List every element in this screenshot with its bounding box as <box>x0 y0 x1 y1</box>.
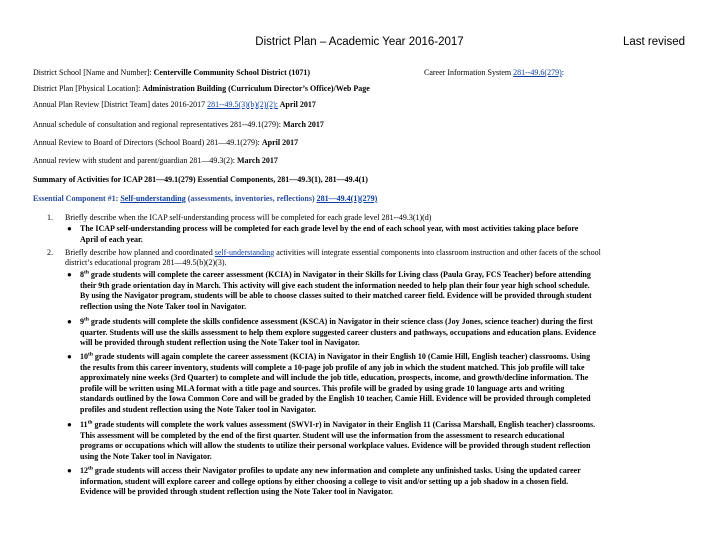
annual-review-board-line <box>33 138 298 148</box>
bullet-line: Evidence will be provided through student reflection using the Note Taker tool in Navigator. <box>80 487 393 496</box>
essential-prefix: Essential Component #1: <box>33 194 121 203</box>
bullet-icon: ● <box>67 420 72 429</box>
bullet-line: using the Note Taker tool in Navigator. <box>80 451 212 461</box>
district-plan-line <box>33 84 370 94</box>
grade-9-bullet: ● 9th grade students will complete the skills confidence assessment (KSCA) in Navigator in their science class (Joy Jones, science teacher) during the first quarter. Students will use the skills assessment to help them explore suggested career clusters and pathways, occupations and education plans. Evidence will be provided through student reflection using the Note Taker tool in Navigator. <box>80 317 680 349</box>
grade-number: 12 <box>80 466 88 475</box>
annual-review-student-line <box>33 156 278 166</box>
bullet-line: reflection using the Note Taker tool in Navigator. <box>80 301 247 311</box>
annual-schedule-value: March 2017 <box>282 120 324 129</box>
bullet-line: profile will be written using MLA format with a title page and sources. This profile will be graded by using grade 10 language arts and writing <box>80 383 565 393</box>
bullet-icon: ● <box>67 352 72 361</box>
bullet-line: April of each year. <box>80 234 143 244</box>
grade-number: 8 <box>80 270 84 279</box>
annual-schedule-line <box>33 120 324 130</box>
annual-plan-link[interactable]: 281--49.5(3)(b)(2)(2): <box>207 100 279 109</box>
bullet-icon: ● <box>67 466 72 475</box>
grade-12-bullet: ● 12th grade students will access their Navigator profiles to update any new information and complete any unfinished tasks. Using the updated career information, student will explore career and college options by either choosing a college to visit and/or setting up a job shadow in a chosen field. Evidence will be provided through student reflection using the Note Taker tool in Navigator. <box>80 466 680 498</box>
career-info-colon: : <box>561 68 564 77</box>
question-1-number: 1. <box>47 213 53 222</box>
district-school-line <box>33 68 310 78</box>
question-2-text: Briefly describe how planned and coordinated self-understanding activities will integrate essential components into classroom instruction and other facets of the school <box>65 248 601 257</box>
bullet-line: profiles and student reflection using the Note Taker tool in Navigator. <box>80 404 316 414</box>
summary-line <box>33 175 368 185</box>
bullet-line: information, student will explore career and college options by either choosing a college to visit and/or setting up a job shadow in a chosen field. <box>80 476 569 486</box>
page-header <box>0 36 719 52</box>
question-1-text: Briefly describe when the ICAP self-understanding process will be completed for each grade level 281--49.3(1)(d) <box>65 213 432 222</box>
question-2-number: 2. <box>47 248 53 257</box>
district-school-value: Centerville Community School District (1071) <box>153 68 311 77</box>
bullet-icon: ● <box>67 317 72 326</box>
bullet-line: the results from this career inventory, students will complete a 10-page job profile of any job in which the student matched. This job profile will take <box>80 362 585 372</box>
bullet-line: The ICAP self-understanding process will be completed for each grade level by the end of each school year, with most activities taking place before <box>80 224 579 233</box>
summary-heading: Summary of Activities for ICAP 281—49.1(279) Essential Components, 281—49.3(1), 281—49.4(1) <box>33 175 368 184</box>
bullet-line: will be provided through student reflection using the Note Taker tool in Navigator. <box>80 338 360 347</box>
annual-review-board-label: Annual Review to Board of Directors (School Board) 281—49.1(279): <box>33 138 262 147</box>
district-plan-label: District Plan [Physical Location]: <box>33 84 143 93</box>
career-info-link[interactable]: 281--49.6(279) <box>513 68 562 77</box>
last-revised-label: Last revised <box>622 36 685 48</box>
bullet-line: standards outlined by the Iowa Common Core and will be graded by the English 10 teacher, Camie Hill. Evidence will be provided through completed <box>80 394 591 403</box>
bullet-line: programs or occupations which will allow the students to utilize their personal workplace values. Evidence will be provided through student reflection <box>80 441 591 450</box>
grade-10-bullet: ● 10th grade students will again complete the career assessment (KCIA) in Navigator in their English 10 (Camie Hill, English teacher) classrooms. Using the results from this career inventory, students will complete a 10-page job profile of any job in which the student matched. This job profile will take approximately nine weeks (3rd Quarter) to complete and will include the job title, education, prospects, income, and growth/decline information. The profile will be written using MLA format with a title page and sources. This profile will be graded by using grade 10 language arts and writing standards outlined by the Iowa Common Core and will be graded by the English 10 teacher, Camie Hill. Evidence will be provided through completed profiles and student reflection using the Note Taker tool in Navigator. <box>80 352 680 415</box>
annual-plan-line <box>33 100 316 110</box>
essential-component-heading <box>33 194 377 204</box>
annual-review-student-value: March 2017 <box>236 156 278 165</box>
document-title: District Plan – Academic Year 2016-2017 <box>255 36 464 48</box>
essential-middle: (assessments, inventories, reflections) <box>185 194 317 203</box>
grade-11-bullet: ● 11th grade students will complete the work values assessment (SWVI-r) in Navigator in their English 11 (Carissa Marshall, English teacher) classrooms. This assessment will be completed by the end of the first quarter. Student will use the information from the assessment to research educational programs or occupations which will allow the students to utilize their personal workplace values. Evidence will be provided through student reflection using the Note Taker tool in Navigator. <box>80 420 680 462</box>
grade-8-bullet: ● 8th grade students will complete the career assessment (KCIA) in Navigator in their Skills for Living class (Paula Gray, FCS Teacher) before attending their 9th grade orientation day in March. This activity will give each student the information needed to help plan their four year high school schedule. By using the Navigator program, students will be able to choose classes suited to their matched career field. Evidence will be provided through student reflection using the Note Taker tool in Navigator. <box>80 270 680 312</box>
bullet-icon: ● <box>67 224 72 233</box>
question-1-bullet <box>67 224 680 245</box>
self-understanding-link[interactable]: Self-understanding <box>120 194 186 203</box>
bullet-line: This assessment will be completed by the end of the first quarter. Student will use the information from the assessment to research educational <box>80 430 565 440</box>
district-plan-value: Administration Building (Curriculum Director’s Office)/Web Page <box>142 84 370 93</box>
question-2-text-line2: district’s educational program 281—49.5(b)(2)(3). <box>65 258 227 267</box>
career-info-line <box>424 68 564 77</box>
annual-plan-label: Annual Plan Review [District Team] dates 2016-2017 <box>33 100 208 109</box>
bullet-icon: ● <box>67 270 72 279</box>
annual-review-board-value: April 2017 <box>261 138 299 147</box>
grade-number: 9 <box>80 317 84 326</box>
grade-number: 10 <box>80 352 88 361</box>
bullet-line: By using the Navigator program, students will be able to choose classes suited to their matched career field. Evidence will be provided through student <box>80 291 592 300</box>
career-info-label: Career Information System <box>424 68 514 77</box>
annual-schedule-label: Annual schedule of consultation and regional representatives 281--49.1(279): <box>33 120 283 129</box>
bullet-line: quarter. Students will use the skills assessment to help them explore suggested career clusters and pathways, occupations and education plans. Evidence <box>80 327 596 337</box>
bullet-line: their 9th grade orientation day in March. This activity will give each student the information needed to help plan their four year high school schedule. <box>80 280 590 290</box>
grade-number: 11 <box>80 420 88 429</box>
annual-plan-value: April 2017 <box>278 100 316 109</box>
annual-review-student-label: Annual review with student and parent/guardian 281—49.3(2): <box>33 156 237 165</box>
district-school-label: District School [Name and Number]: <box>33 68 154 77</box>
essential-rule-link[interactable]: 281—49.4(1)(279) <box>316 194 378 203</box>
self-understanding-activities-link[interactable]: self-understanding <box>214 248 275 257</box>
bullet-line: approximately nine weeks (3rd Quarter) to complete and will include the job title, education, prospects, income, and growth/decline information. The <box>80 373 589 382</box>
